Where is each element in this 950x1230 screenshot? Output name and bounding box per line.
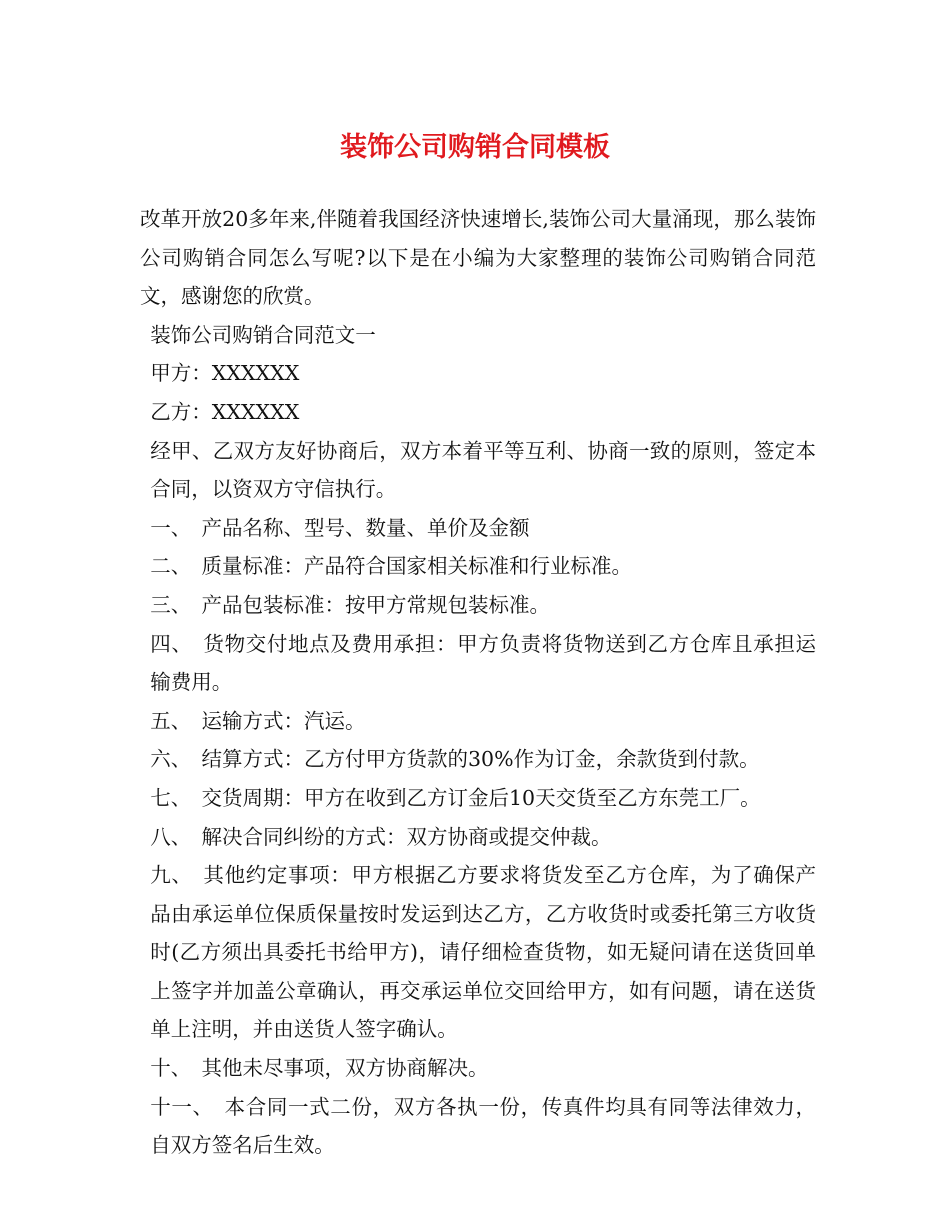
clause-2: 二、 质量标准：产品符合国家相关标准和行业标准。	[150, 554, 632, 579]
clause-1: 一、 产品名称、型号、数量、单价及金额	[150, 515, 530, 540]
clause-9: 九、 其他约定事项：甲方根据乙方要求将货发至乙方仓库，为了确保产品由承运单位保质保量按时发运到达乙方，乙方收货时或委托第三方收货时(乙方须出具委托书给甲方)，请仔细检查货物，如无疑问请在送货回单上签字并加盖公章确认，再交承运单位交回给甲方，如有问题，请在送货单上注明，并由送货人签字确认。	[150, 863, 816, 1042]
paragraph-party-a: 甲方：XXXXXX	[150, 361, 300, 386]
clause-10: 十、 其他未尽事项，双方协商解决。	[150, 1056, 489, 1081]
document-body	[140, 200, 816, 1165]
clause-7: 七、 交货周期：甲方在收到乙方订金后10天交货至乙方东莞工厂。	[150, 785, 761, 810]
paragraph-preamble: 经甲、乙双方友好协商后，双方本着平等互利、协商一致的原则，签定本合同，以资双方守信执行。	[150, 438, 816, 502]
clause-6: 六、 结算方式：乙方付甲方货款的30%作为订金，余款货到付款。	[150, 747, 760, 772]
paragraph-party-b: 乙方：XXXXXX	[150, 399, 300, 424]
clause-11: 十一、 本合同一式二份，双方各执一份，传真件均具有同等法律效力，自双方签名后生效。	[150, 1094, 816, 1158]
document-title: 装饰公司购销合同模板	[340, 132, 610, 163]
clause-3: 三、 产品包装标准：按甲方常规包装标准。	[150, 592, 550, 617]
clause-4: 四、 货物交付地点及费用承担：甲方负责将货物送到乙方仓库且承担运输费用。	[150, 631, 816, 695]
clause-5: 五、 运输方式：汽运。	[150, 708, 366, 733]
clause-8: 八、 解决合同纠纷的方式：双方协商或提交仲裁。	[150, 824, 612, 849]
paragraph-intro: 改革开放20多年来,伴随着我国经济快速增长,装饰公司大量涌现，那么装饰公司购销合同怎么写呢?以下是在小编为大家整理的装饰公司购销合同范文，感谢您的欣赏。	[140, 207, 816, 309]
paragraph-sample-heading: 装饰公司购销合同范文一	[150, 322, 376, 347]
